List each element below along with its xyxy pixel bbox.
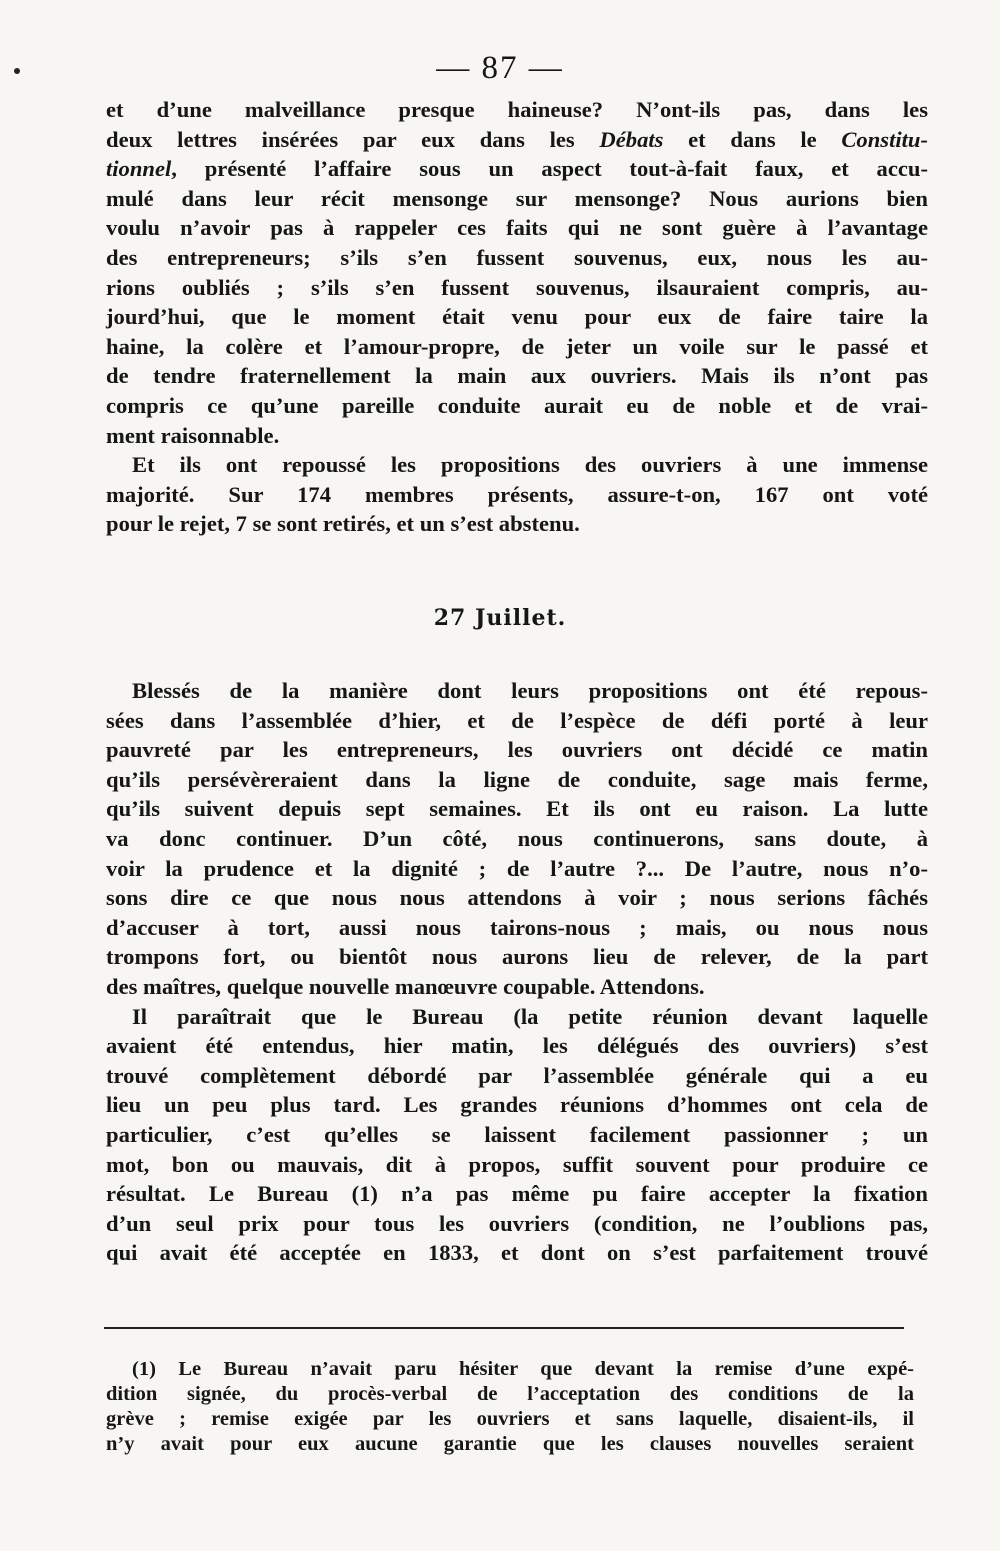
paragraph	[106, 450, 928, 539]
text-line: mot, bon ou mauvais, dit à propos, suffit souvent pour produire ce	[106, 1151, 928, 1177]
text-line: haine, la colère et l’amour-propre, de jeter un voile sur le passé et	[106, 333, 928, 359]
text-line: Et ils ont repoussé les propositions des ouvriers à une immense	[132, 452, 928, 478]
text-line: jourd’hui, que le moment était venu pour eux de faire taire la	[106, 304, 928, 330]
footnote-line: dition signée, du procès-verbal de l’acceptation des conditions de la	[106, 1383, 914, 1405]
page-number: — 87 —	[436, 50, 564, 86]
text-line: avaient été entendus, hier matin, les délégués des ouvriers) s’est	[106, 1033, 928, 1059]
text-line: ment raisonnable.	[106, 422, 280, 448]
text-line: sées dans l’assemblée d’hier, et de l’espèce de défi porté à leur	[106, 707, 928, 733]
text-line: d’accuser à tort, aussi nous tairons-nous ; mais, ou nous nous	[106, 914, 928, 940]
text-line: Blessés de la manière dont leurs propositions ont été repous-	[132, 678, 928, 703]
text-line: mulé dans leur récit mensonge sur mensonge? Nous aurions bien	[106, 185, 928, 211]
text-line: rions oubliés ; s’ils s’en fussent souvenus, ilsauraient compris, au-	[106, 274, 928, 300]
text-line: qu’ils persévèreraient dans la ligne de conduite, sage mais ferme,	[106, 766, 928, 792]
text-line: pour le rejet, 7 se sont retirés, et un s’est abstenu.	[106, 511, 580, 537]
text-line: trompons fort, ou bientôt nous aurons lieu de relever, de la part	[106, 944, 928, 970]
text-line: trouvé complètement débordé par l’assemblée générale qui a eu	[106, 1062, 928, 1088]
text-line: lieu un peu plus tard. Les grandes réunions d’hommes ont cela de	[106, 1092, 928, 1118]
text-line: qu’ils suivent depuis sept semaines. Et ils ont eu raison. La lutte	[106, 796, 928, 822]
text-line: des entrepreneurs; s’ils s’en fussent souvenus, eux, nous les au-	[106, 244, 928, 270]
footnote-divider	[104, 1327, 904, 1329]
text-line: d’un seul prix pour tous les ouvriers (condition, ne l’oublions pas,	[106, 1210, 928, 1236]
text-line: de tendre fraternellement la main aux ouvriers. Mais ils n’ont pas	[106, 363, 928, 389]
footnote-line: n’y avait pour eux aucune garantie que les clauses nouvelles seraient	[106, 1433, 914, 1455]
footnote-line: grève ; remise exigée par les ouvriers et sans laquelle, disaient-ils, il	[106, 1408, 914, 1430]
text-line: compris ce qu’une pareille conduite aurait eu de noble et de vrai-	[106, 392, 928, 418]
text-line: sons dire ce que nous nous attendons à voir ; nous serions fâchés	[106, 885, 928, 911]
footnote-line: (1) Le Bureau n’avait paru hésiter que devant la remise d’une expé-	[132, 1358, 914, 1380]
top-text-block	[106, 95, 928, 539]
text-line: pauvreté par les entrepreneurs, les ouvriers ont décidé ce matin	[106, 737, 928, 763]
text-line: qui avait été acceptée en 1833, et dont on s’est parfaitement trouvé	[106, 1240, 928, 1266]
footnote	[106, 1357, 914, 1457]
text-line: majorité. Sur 174 membres présents, assure-t-on, 167 ont voté	[106, 481, 928, 507]
text-line: des maîtres, quelque nouvelle manœuvre coupable. Attendons.	[106, 973, 705, 999]
bottom-text-block	[106, 676, 928, 1268]
text-line: particulier, c’est qu’elles se laissent facilement passionner ; un	[106, 1121, 928, 1147]
text-line: tionnel, présenté l’affaire sous un aspect tout-à-fait faux, et accu-	[106, 156, 928, 182]
text-line: voir la prudence et la dignité ; de l’autre ?... De l’autre, nous n’o-	[106, 855, 928, 881]
text-line: Il paraîtrait que le Bureau (la petite réunion devant laquelle	[132, 1003, 928, 1029]
paragraph	[106, 1002, 928, 1268]
text-line: et d’une malveillance presque haineuse? N’ont-ils pas, dans les	[106, 97, 928, 122]
text-line: résultat. Le Bureau (1) n’a pas même pu faire accepter la fixation	[106, 1181, 928, 1207]
text-line: va donc continuer. D’un côté, nous continuerons, sans doute, à	[106, 825, 928, 851]
paragraph	[106, 95, 928, 450]
text-line: voulu n’avoir pas à rappeler ces faits qui ne sont guère à l’avantage	[106, 215, 928, 241]
text-line: deux lettres insérées par eux dans les Débats et dans le Constitu-	[106, 126, 928, 152]
section-heading: 27 Juillet.	[433, 605, 567, 631]
paragraph	[106, 676, 928, 1002]
